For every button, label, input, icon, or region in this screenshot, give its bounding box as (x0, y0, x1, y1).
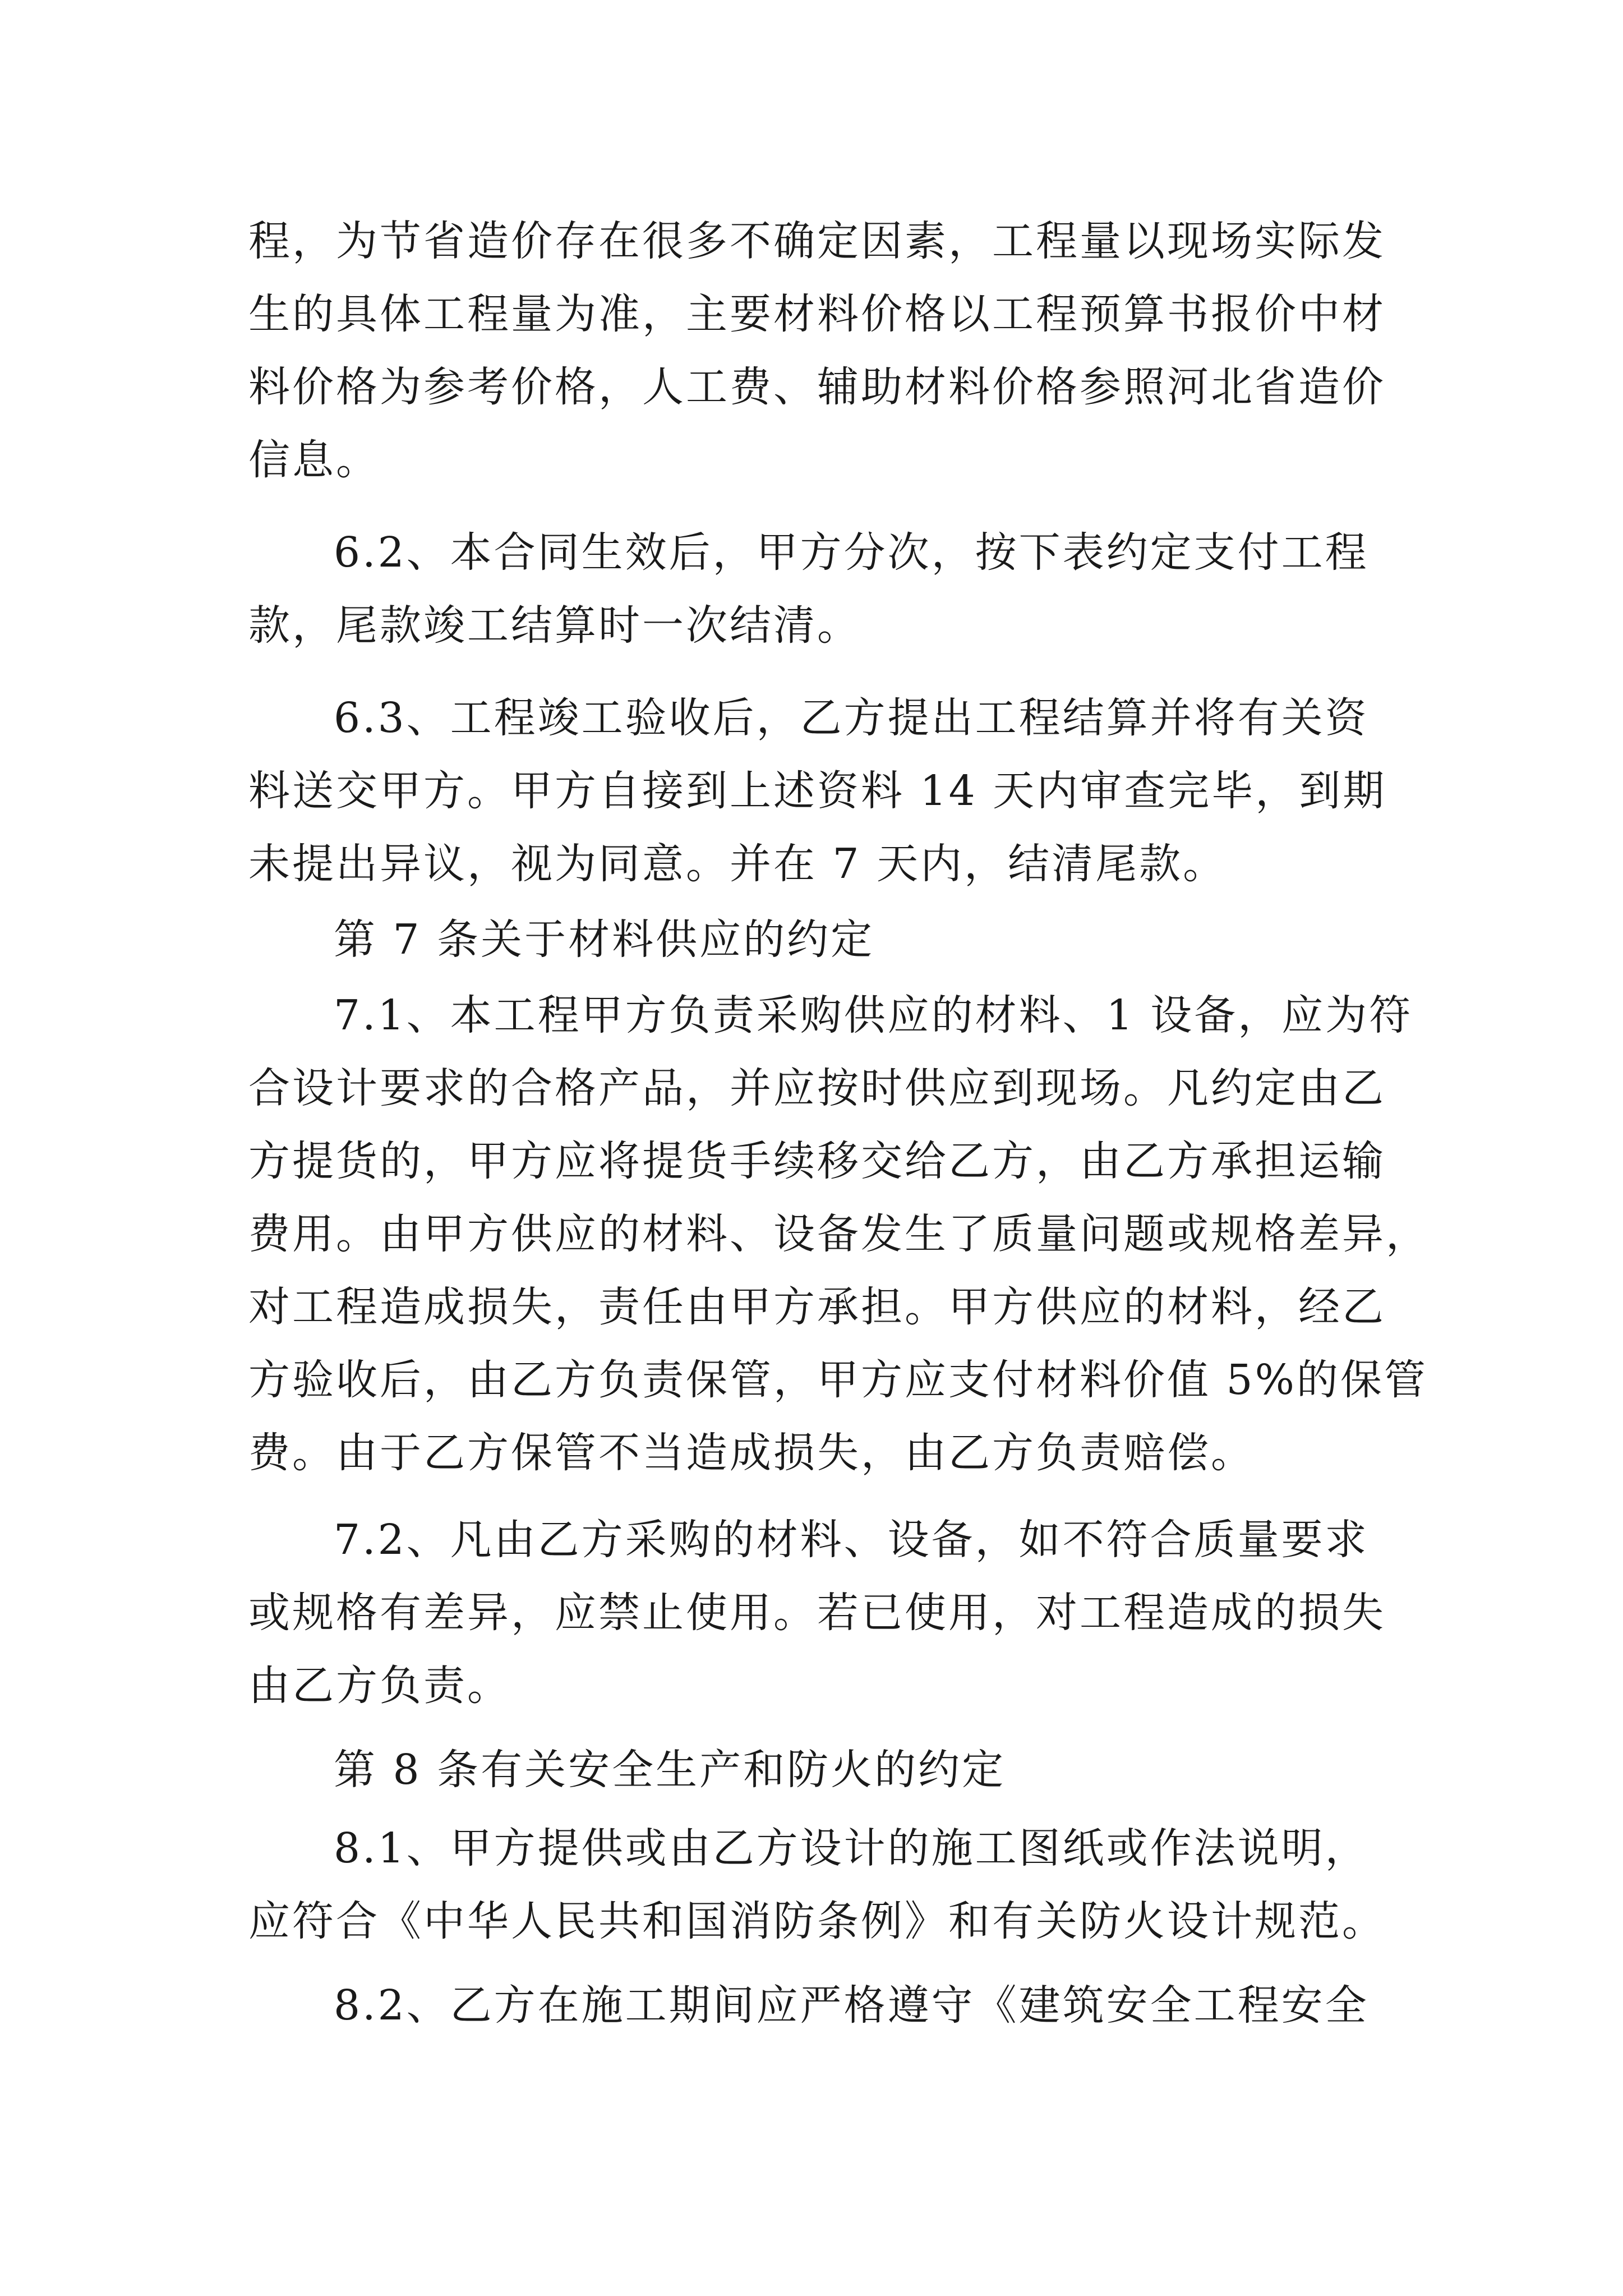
text-line: 费用。由甲方供应的材料、设备发生了质量问题或规格差异， (248, 1210, 1430, 1258)
text-line: 7.2、凡由乙方采购的材料、设备，如不符合质量要求 (334, 1516, 1369, 1564)
text-line: 方提货的，甲方应将提货手续移交给乙方，由乙方承担运输 (248, 1137, 1386, 1185)
text-line: 8.2、乙方在施工期间应严格遵守《建筑安全工程安全 (334, 1981, 1369, 2030)
section-heading: 第 7 条关于材料供应的约定 (334, 915, 875, 964)
text-line: 8.1、甲方提供或由乙方设计的施工图纸或作法说明， (334, 1824, 1369, 1872)
text-line: 应符合《中华人民共和国消防条例》和有关防火设计规范。 (248, 1897, 1386, 1945)
text-line: 或规格有差异，应禁止使用。若已使用，对工程造成的损失 (248, 1589, 1386, 1637)
text-line: 由乙方负责。 (248, 1662, 511, 1710)
text-line: 未提出异议，视为同意。并在 7 天内，结清尾款。 (248, 840, 1227, 888)
text-line: 信息。 (248, 436, 380, 484)
section-heading: 第 8 条有关安全生产和防火的约定 (334, 1746, 1006, 1794)
text-line: 料送交甲方。甲方自接到上述资料 14 天内审查完毕，到期 (248, 767, 1387, 815)
text-line: 程，为节省造价存在很多不确定因素，工程量以现场实际发 (248, 217, 1386, 265)
text-line: 合设计要求的合格产品，并应按时供应到现场。凡约定由乙 (248, 1064, 1386, 1112)
text-line: 6.2、本合同生效后，甲方分次，按下表约定支付工程 (334, 528, 1369, 577)
text-line: 料价格为参考价格，人工费、辅助材料价格参照河北省造价 (248, 363, 1386, 411)
text-line: 生的具体工程量为准，主要材料价格以工程预算书报价中材 (248, 290, 1386, 338)
text-line: 费。由于乙方保管不当造成损失，由乙方负责赔偿。 (248, 1429, 1255, 1477)
text-line: 对工程造成损失，责任由甲方承担。甲方供应的材料，经乙 (248, 1283, 1386, 1331)
text-line: 7.1、本工程甲方负责采购供应的材料、1 设备，应为符 (334, 991, 1413, 1039)
text-line: 方验收后，由乙方负责保管，甲方应支付材料价值 5%的保管 (248, 1356, 1428, 1404)
text-line: 6.3、工程竣工验收后，乙方提出工程结算并将有关资 (334, 694, 1369, 742)
text-line: 款，尾款竣工结算时一次结清。 (248, 601, 861, 650)
